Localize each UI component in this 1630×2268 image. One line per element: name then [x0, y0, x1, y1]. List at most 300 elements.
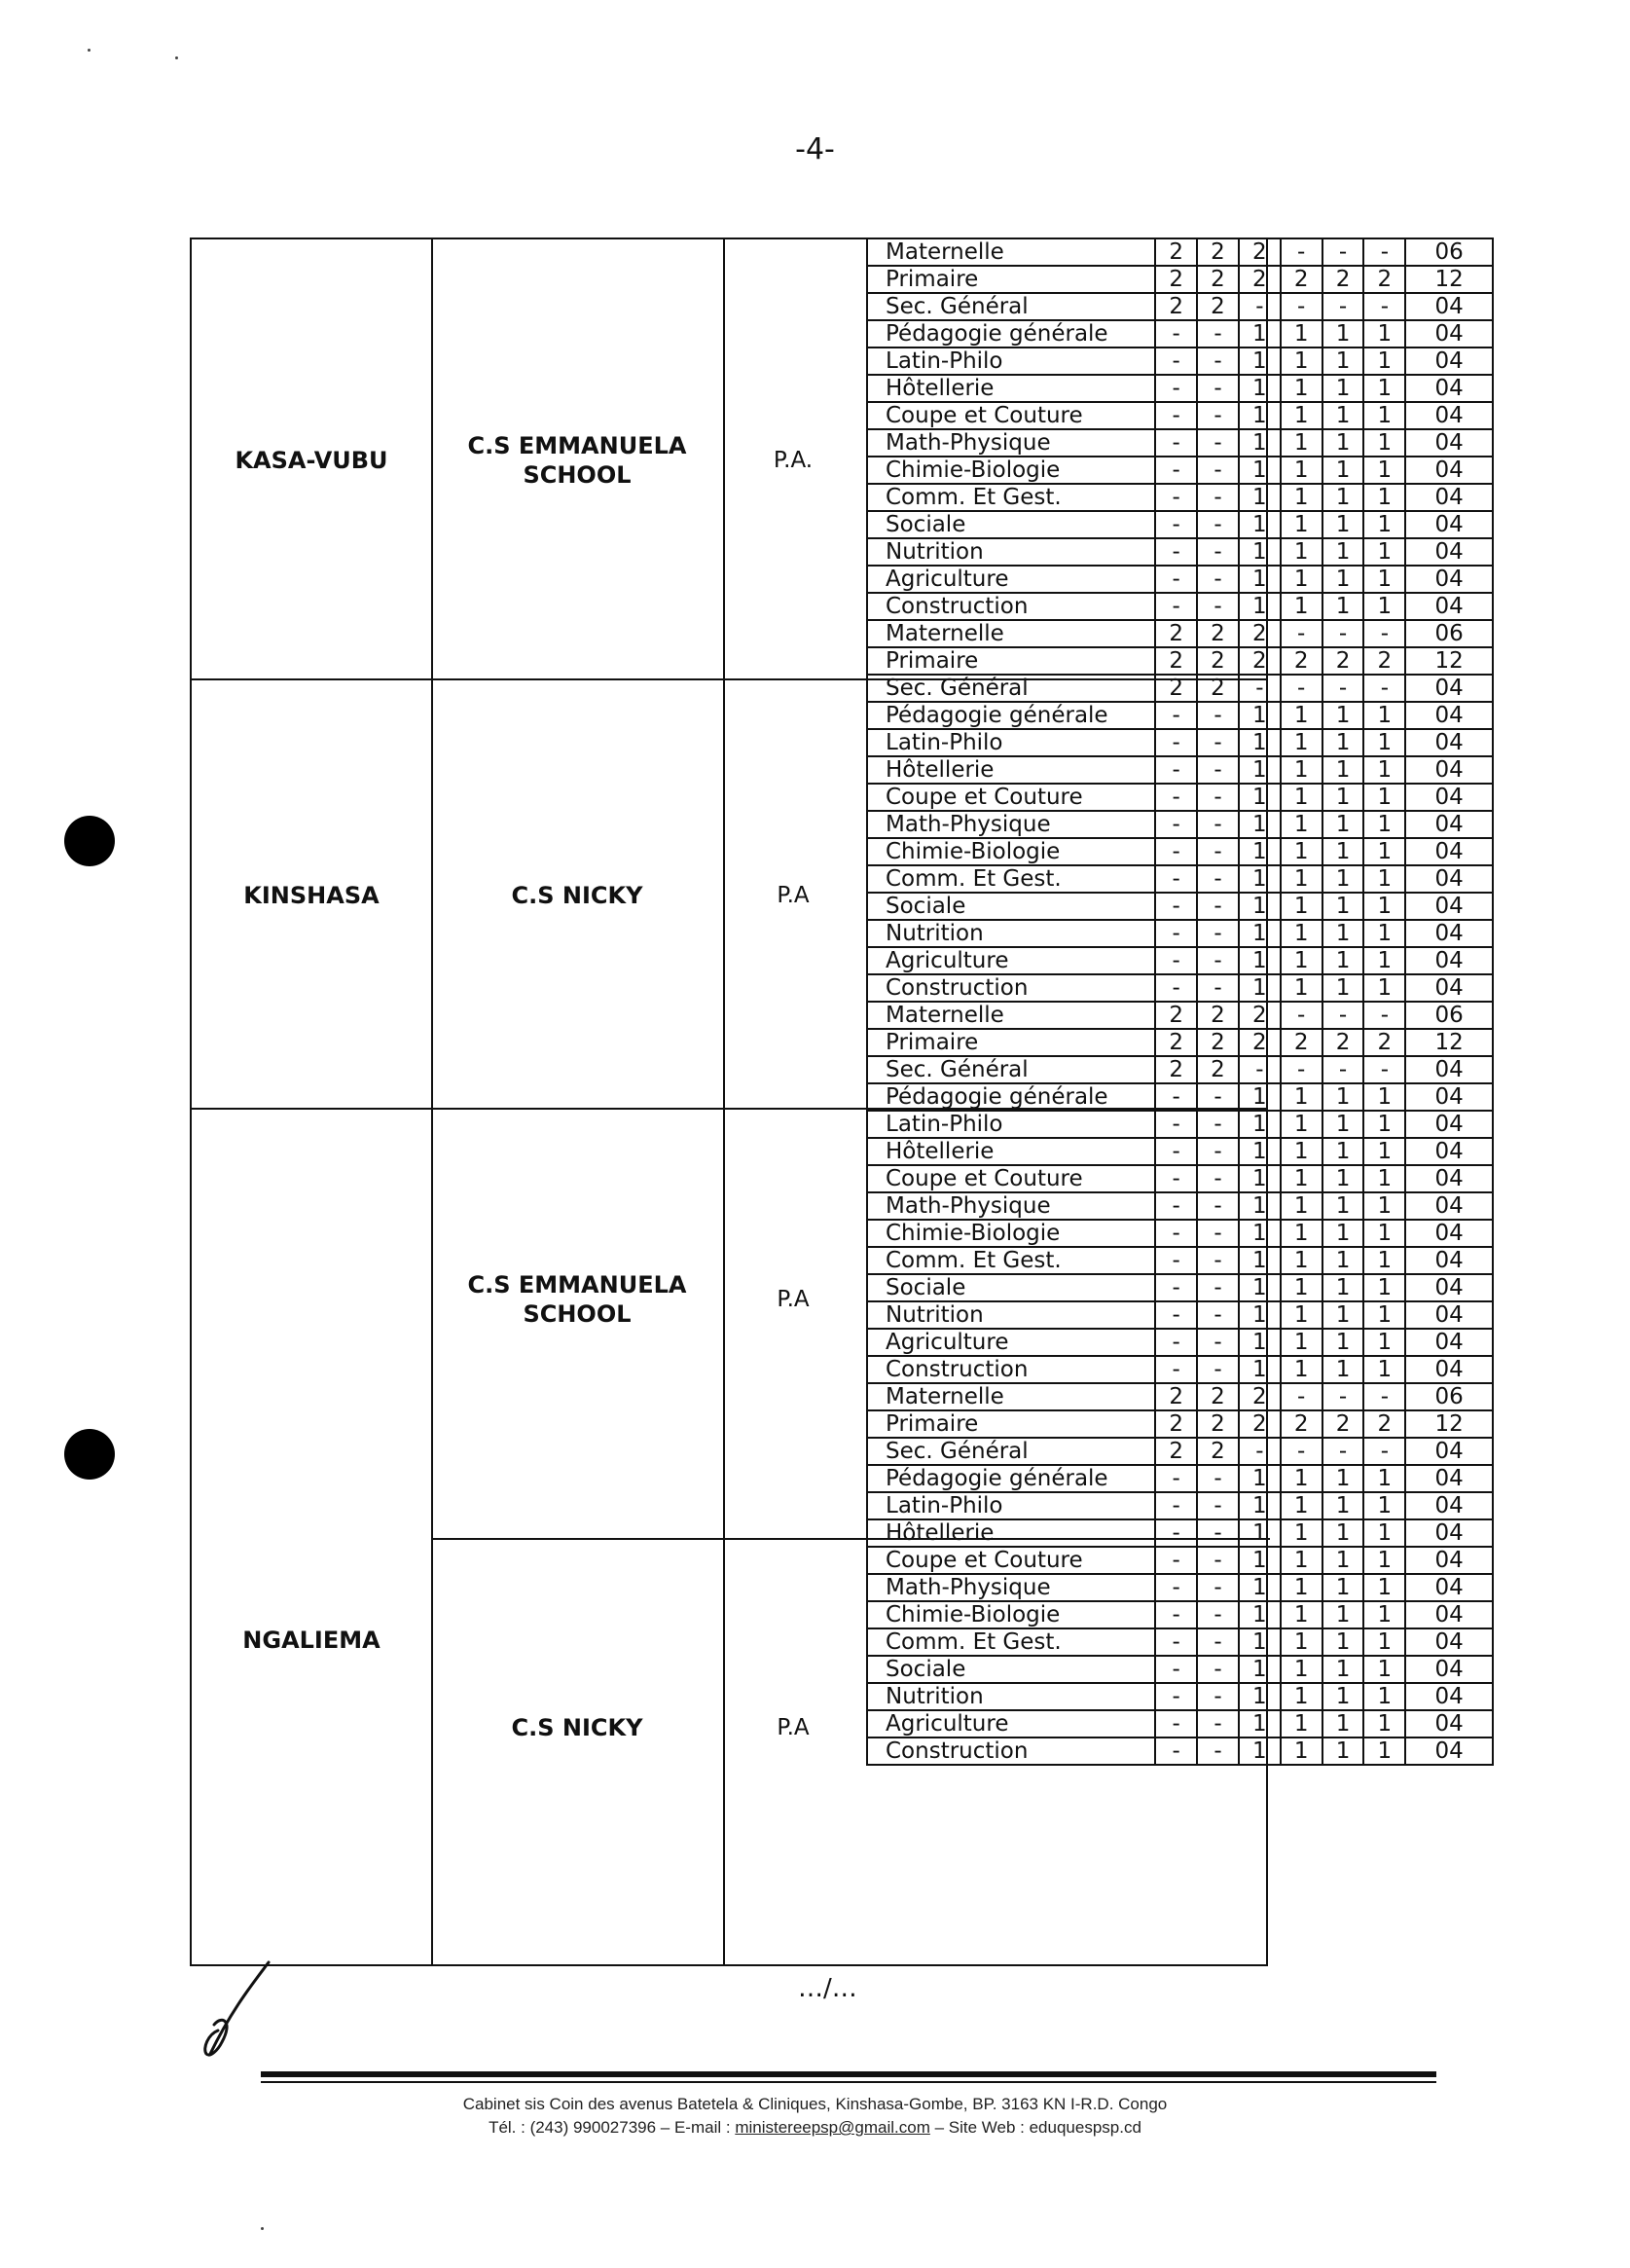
- class-count: 2: [1197, 620, 1239, 647]
- footer-address: Cabinet sis Coin des avenus Batetela & Cliniques, Kinshasa-Gombe, BP. 3163 KN I-R.D. Congo: [462, 2095, 1168, 2113]
- class-count: 1: [1363, 1519, 1405, 1547]
- class-count: -: [1155, 1165, 1197, 1192]
- row-total: 04: [1405, 1738, 1493, 1765]
- class-count: 2: [1197, 1056, 1239, 1083]
- class-count: 1: [1281, 1111, 1322, 1138]
- table-row: [867, 838, 1493, 865]
- table-row: [867, 1029, 1493, 1056]
- class-count: 2: [1281, 1029, 1322, 1056]
- class-count: 1: [1239, 702, 1281, 729]
- class-count: 2: [1239, 1029, 1281, 1056]
- class-count: 1: [1239, 320, 1281, 348]
- table-row: [867, 1656, 1493, 1683]
- binder-hole: [64, 1429, 115, 1480]
- class-count: 2: [1281, 266, 1322, 293]
- class-count: 1: [1363, 729, 1405, 756]
- footer-website: – Site Web : eduquespsp.cd: [929, 2118, 1141, 2137]
- school-name: [431, 239, 723, 680]
- class-count: -: [1197, 893, 1239, 920]
- class-count: -: [1155, 402, 1197, 429]
- class-count: -: [1155, 1683, 1197, 1710]
- table-row: [867, 784, 1493, 811]
- class-count: 1: [1322, 784, 1364, 811]
- class-count: -: [1155, 811, 1197, 838]
- class-count: 1: [1322, 1165, 1364, 1192]
- class-count: 1: [1322, 756, 1364, 784]
- class-count: 1: [1322, 1274, 1364, 1301]
- class-count: 2: [1281, 1410, 1322, 1438]
- class-count: 1: [1281, 1628, 1322, 1656]
- class-count: -: [1155, 566, 1197, 593]
- class-count: -: [1197, 1656, 1239, 1683]
- page-number: -4-: [795, 132, 835, 166]
- options-table: [866, 238, 1494, 1766]
- row-total: 04: [1405, 893, 1493, 920]
- class-count: 1: [1239, 566, 1281, 593]
- class-count: -: [1155, 348, 1197, 375]
- class-count: -: [1239, 675, 1281, 702]
- class-count: 1: [1239, 920, 1281, 947]
- option-name: Agriculture: [867, 1710, 1155, 1738]
- row-total: 04: [1405, 702, 1493, 729]
- class-count: 2: [1155, 675, 1197, 702]
- class-count: 2: [1155, 1029, 1197, 1056]
- class-count: 2: [1197, 675, 1239, 702]
- row-total: 04: [1405, 1056, 1493, 1083]
- class-count: 1: [1239, 1601, 1281, 1628]
- footer-rule-thick: [261, 2071, 1436, 2077]
- class-count: 1: [1239, 1165, 1281, 1192]
- class-count: 1: [1322, 1247, 1364, 1274]
- class-count: 1: [1281, 702, 1322, 729]
- option-name: Construction: [867, 974, 1155, 1002]
- table-row: [867, 1410, 1493, 1438]
- class-count: 1: [1363, 1138, 1405, 1165]
- class-count: 1: [1239, 1111, 1281, 1138]
- class-count: 1: [1322, 920, 1364, 947]
- option-name: Nutrition: [867, 920, 1155, 947]
- class-count: 1: [1281, 756, 1322, 784]
- row-total: 04: [1405, 1329, 1493, 1356]
- row-total: 04: [1405, 538, 1493, 566]
- table-row: [867, 429, 1493, 457]
- class-count: 1: [1281, 429, 1322, 457]
- class-count: 1: [1363, 1220, 1405, 1247]
- class-count: 1: [1281, 566, 1322, 593]
- row-total: 04: [1405, 1656, 1493, 1683]
- class-count: 1: [1363, 1738, 1405, 1765]
- class-count: 1: [1322, 947, 1364, 974]
- class-count: 1: [1322, 1547, 1364, 1574]
- class-count: 1: [1363, 566, 1405, 593]
- class-count: 2: [1363, 1029, 1405, 1056]
- class-count: 2: [1197, 293, 1239, 320]
- class-count: 1: [1239, 784, 1281, 811]
- class-count: 1: [1363, 1274, 1405, 1301]
- class-count: 1: [1281, 1274, 1322, 1301]
- school-name: C.S NICKY: [511, 881, 643, 909]
- class-count: 1: [1281, 320, 1322, 348]
- option-name: Sec. Général: [867, 1438, 1155, 1465]
- statut: P.A: [777, 1715, 810, 1740]
- class-count: 2: [1322, 266, 1364, 293]
- class-count: 1: [1239, 593, 1281, 620]
- class-count: 1: [1322, 348, 1364, 375]
- class-count: -: [1281, 1056, 1322, 1083]
- class-count: 1: [1239, 1574, 1281, 1601]
- row-total: 12: [1405, 266, 1493, 293]
- row-total: 06: [1405, 1383, 1493, 1410]
- class-count: -: [1281, 293, 1322, 320]
- class-count: 1: [1322, 1492, 1364, 1519]
- table-row: [867, 457, 1493, 484]
- class-count: 2: [1239, 1002, 1281, 1029]
- option-name: Pédagogie générale: [867, 702, 1155, 729]
- class-count: 1: [1281, 1138, 1322, 1165]
- option-name: Nutrition: [867, 1683, 1155, 1710]
- class-count: -: [1155, 1301, 1197, 1329]
- row-total: 04: [1405, 511, 1493, 538]
- table-row: [867, 593, 1493, 620]
- class-count: -: [1197, 1492, 1239, 1519]
- table-row: [867, 729, 1493, 756]
- class-count: 1: [1322, 511, 1364, 538]
- class-count: -: [1363, 1383, 1405, 1410]
- row-total: 04: [1405, 484, 1493, 511]
- class-count: -: [1155, 702, 1197, 729]
- table-row: [867, 811, 1493, 838]
- option-name: Primaire: [867, 1410, 1155, 1438]
- table-row: [867, 1056, 1493, 1083]
- table-row: [867, 1083, 1493, 1111]
- class-count: 1: [1322, 1738, 1364, 1765]
- option-name: Hôtellerie: [867, 375, 1155, 402]
- option-name: Latin-Philo: [867, 729, 1155, 756]
- option-name: Coupe et Couture: [867, 784, 1155, 811]
- commune-name: NGALIEMA: [242, 1627, 380, 1654]
- class-count: 1: [1239, 402, 1281, 429]
- class-count: 2: [1155, 1002, 1197, 1029]
- option-name: Sec. Général: [867, 293, 1155, 320]
- class-count: 1: [1239, 348, 1281, 375]
- class-count: -: [1155, 320, 1197, 348]
- class-count: -: [1197, 784, 1239, 811]
- class-count: 1: [1239, 511, 1281, 538]
- option-name: Sociale: [867, 1656, 1155, 1683]
- class-count: -: [1197, 566, 1239, 593]
- class-count: 1: [1281, 893, 1322, 920]
- class-count: 1: [1322, 1083, 1364, 1111]
- class-count: -: [1155, 593, 1197, 620]
- class-count: 1: [1239, 1519, 1281, 1547]
- class-count: 1: [1281, 1656, 1322, 1683]
- class-count: -: [1363, 1056, 1405, 1083]
- option-name: Agriculture: [867, 566, 1155, 593]
- table-row: [867, 1165, 1493, 1192]
- class-count: 1: [1363, 429, 1405, 457]
- class-count: 1: [1281, 1192, 1322, 1220]
- class-count: -: [1155, 838, 1197, 865]
- row-total: 06: [1405, 620, 1493, 647]
- option-name: Sec. Général: [867, 1056, 1155, 1083]
- class-count: -: [1155, 1574, 1197, 1601]
- option-name: Latin-Philo: [867, 348, 1155, 375]
- table-row: [867, 1274, 1493, 1301]
- class-count: 1: [1239, 1274, 1281, 1301]
- class-count: 2: [1155, 1056, 1197, 1083]
- class-count: -: [1281, 1438, 1322, 1465]
- row-total: 04: [1405, 1519, 1493, 1547]
- class-count: -: [1322, 1438, 1364, 1465]
- class-count: 1: [1281, 1356, 1322, 1383]
- class-count: -: [1197, 1519, 1239, 1547]
- option-name: Math-Physique: [867, 811, 1155, 838]
- table-row: [867, 511, 1493, 538]
- row-total: 04: [1405, 320, 1493, 348]
- class-count: -: [1197, 1274, 1239, 1301]
- class-count: 1: [1322, 457, 1364, 484]
- class-count: 2: [1155, 266, 1197, 293]
- class-count: 1: [1322, 811, 1364, 838]
- class-count: -: [1363, 620, 1405, 647]
- class-count: -: [1155, 1083, 1197, 1111]
- class-count: 1: [1239, 1738, 1281, 1765]
- class-count: -: [1322, 1002, 1364, 1029]
- class-count: 1: [1281, 1165, 1322, 1192]
- table-row: [867, 1002, 1493, 1029]
- row-total: 04: [1405, 1465, 1493, 1492]
- class-count: -: [1281, 1383, 1322, 1410]
- class-count: 1: [1363, 402, 1405, 429]
- option-name: Maternelle: [867, 1383, 1155, 1410]
- row-total: 12: [1405, 1410, 1493, 1438]
- class-count: -: [1155, 375, 1197, 402]
- class-count: -: [1155, 484, 1197, 511]
- table-row: [867, 865, 1493, 893]
- footer-contact: [0, 2118, 1630, 2138]
- class-count: -: [1155, 1547, 1197, 1574]
- row-total: 04: [1405, 1601, 1493, 1628]
- table-row: [867, 1492, 1493, 1519]
- class-count: 1: [1239, 947, 1281, 974]
- class-count: 1: [1239, 1710, 1281, 1738]
- class-count: 2: [1322, 1410, 1364, 1438]
- row-total: 04: [1405, 865, 1493, 893]
- class-count: -: [1155, 1710, 1197, 1738]
- class-count: 1: [1281, 348, 1322, 375]
- school-name-line: C.S EMMANUELA: [467, 431, 687, 459]
- class-count: 1: [1281, 920, 1322, 947]
- row-total: 04: [1405, 756, 1493, 784]
- class-count: 1: [1363, 1683, 1405, 1710]
- class-count: 1: [1322, 1656, 1364, 1683]
- row-total: 04: [1405, 1547, 1493, 1574]
- class-count: 1: [1281, 1574, 1322, 1601]
- class-count: 1: [1322, 484, 1364, 511]
- row-total: 04: [1405, 593, 1493, 620]
- table-row: [867, 375, 1493, 402]
- class-count: 1: [1363, 457, 1405, 484]
- option-name: Sociale: [867, 893, 1155, 920]
- class-count: 1: [1239, 457, 1281, 484]
- class-count: -: [1197, 1111, 1239, 1138]
- class-count: 1: [1322, 402, 1364, 429]
- class-count: -: [1363, 675, 1405, 702]
- class-count: -: [1197, 429, 1239, 457]
- statut: P.A: [777, 1287, 810, 1312]
- class-count: 1: [1363, 1111, 1405, 1138]
- class-count: -: [1281, 238, 1322, 266]
- option-name: Construction: [867, 1738, 1155, 1765]
- class-count: -: [1155, 893, 1197, 920]
- class-count: 1: [1239, 729, 1281, 756]
- class-count: -: [1155, 1220, 1197, 1247]
- option-name: Pédagogie générale: [867, 1465, 1155, 1492]
- option-name: Math-Physique: [867, 429, 1155, 457]
- class-count: 2: [1155, 1410, 1197, 1438]
- class-count: 1: [1281, 538, 1322, 566]
- class-count: -: [1197, 457, 1239, 484]
- row-total: 04: [1405, 1438, 1493, 1465]
- table-row: [867, 1547, 1493, 1574]
- class-count: 1: [1281, 1465, 1322, 1492]
- class-count: 1: [1363, 1247, 1405, 1274]
- row-total: 04: [1405, 729, 1493, 756]
- class-count: 1: [1322, 1220, 1364, 1247]
- class-count: -: [1197, 484, 1239, 511]
- class-count: 1: [1239, 1329, 1281, 1356]
- class-count: -: [1155, 1329, 1197, 1356]
- row-total: 04: [1405, 811, 1493, 838]
- class-count: 1: [1281, 1601, 1322, 1628]
- row-total: 04: [1405, 1138, 1493, 1165]
- class-count: 1: [1281, 1329, 1322, 1356]
- class-count: 1: [1281, 729, 1322, 756]
- table-row: [867, 238, 1493, 266]
- table-row: [867, 1738, 1493, 1765]
- row-total: 04: [1405, 974, 1493, 1002]
- class-count: 1: [1322, 1329, 1364, 1356]
- option-name: Nutrition: [867, 1301, 1155, 1329]
- class-count: 1: [1322, 1601, 1364, 1628]
- class-count: -: [1197, 1138, 1239, 1165]
- class-count: -: [1197, 920, 1239, 947]
- class-count: -: [1197, 375, 1239, 402]
- class-count: -: [1155, 1356, 1197, 1383]
- row-total: 04: [1405, 1247, 1493, 1274]
- class-count: 1: [1281, 402, 1322, 429]
- class-count: -: [1155, 865, 1197, 893]
- class-count: -: [1155, 457, 1197, 484]
- class-count: -: [1197, 702, 1239, 729]
- option-name: Chimie-Biologie: [867, 1220, 1155, 1247]
- table-row: [867, 538, 1493, 566]
- option-name: Comm. Et Gest.: [867, 865, 1155, 893]
- class-count: -: [1155, 974, 1197, 1002]
- class-count: 2: [1322, 1029, 1364, 1056]
- class-count: 1: [1363, 947, 1405, 974]
- option-name: Coupe et Couture: [867, 1165, 1155, 1192]
- table-row: [867, 484, 1493, 511]
- class-count: -: [1155, 729, 1197, 756]
- class-count: 2: [1155, 1438, 1197, 1465]
- option-name: Maternelle: [867, 620, 1155, 647]
- class-count: -: [1197, 947, 1239, 974]
- option-name: Primaire: [867, 647, 1155, 675]
- option-name: Math-Physique: [867, 1574, 1155, 1601]
- row-total: 04: [1405, 402, 1493, 429]
- class-count: 1: [1363, 1083, 1405, 1111]
- class-count: 1: [1363, 920, 1405, 947]
- option-name: Comm. Et Gest.: [867, 1247, 1155, 1274]
- class-count: 1: [1239, 1628, 1281, 1656]
- class-count: -: [1239, 1056, 1281, 1083]
- class-count: -: [1197, 838, 1239, 865]
- class-count: -: [1239, 293, 1281, 320]
- class-count: 1: [1322, 729, 1364, 756]
- table-row: [867, 293, 1493, 320]
- school-name-line: SCHOOL: [523, 460, 632, 489]
- row-total: 04: [1405, 1628, 1493, 1656]
- class-count: 1: [1239, 756, 1281, 784]
- class-count: 1: [1322, 1574, 1364, 1601]
- option-name: Latin-Philo: [867, 1111, 1155, 1138]
- class-count: 1: [1363, 348, 1405, 375]
- class-count: 1: [1322, 1465, 1364, 1492]
- class-count: -: [1155, 511, 1197, 538]
- class-count: -: [1197, 593, 1239, 620]
- class-count: -: [1197, 348, 1239, 375]
- table-row: [867, 1138, 1493, 1165]
- class-count: -: [1197, 1356, 1239, 1383]
- footer-email-link[interactable]: ministereepsp@gmail.com: [735, 2118, 930, 2137]
- option-name: Latin-Philo: [867, 1492, 1155, 1519]
- table-row: [867, 1192, 1493, 1220]
- class-count: -: [1197, 1165, 1239, 1192]
- class-count: 1: [1322, 1356, 1364, 1383]
- class-count: -: [1155, 1138, 1197, 1165]
- row-total: 04: [1405, 348, 1493, 375]
- option-name: Construction: [867, 1356, 1155, 1383]
- school-name-line: C.S EMMANUELA: [467, 1271, 687, 1299]
- class-count: 1: [1363, 838, 1405, 865]
- table-row: [867, 1301, 1493, 1329]
- option-name: Pédagogie générale: [867, 320, 1155, 348]
- class-count: 1: [1239, 1247, 1281, 1274]
- class-count: 1: [1363, 865, 1405, 893]
- class-count: -: [1322, 620, 1364, 647]
- class-count: 1: [1281, 457, 1322, 484]
- class-count: 1: [1363, 593, 1405, 620]
- class-count: -: [1281, 675, 1322, 702]
- option-name: Primaire: [867, 1029, 1155, 1056]
- table-row: [867, 947, 1493, 974]
- table-row: [867, 920, 1493, 947]
- class-count: 1: [1281, 1738, 1322, 1765]
- class-count: -: [1155, 1628, 1197, 1656]
- class-count: 2: [1239, 1383, 1281, 1410]
- class-count: 1: [1363, 375, 1405, 402]
- class-count: -: [1322, 675, 1364, 702]
- class-count: -: [1197, 1628, 1239, 1656]
- class-count: 2: [1363, 266, 1405, 293]
- option-name: Pédagogie générale: [867, 1083, 1155, 1111]
- option-name: Comm. Et Gest.: [867, 1628, 1155, 1656]
- class-count: -: [1197, 1329, 1239, 1356]
- class-count: 1: [1281, 838, 1322, 865]
- row-total: 04: [1405, 1683, 1493, 1710]
- option-name: Comm. Et Gest.: [867, 484, 1155, 511]
